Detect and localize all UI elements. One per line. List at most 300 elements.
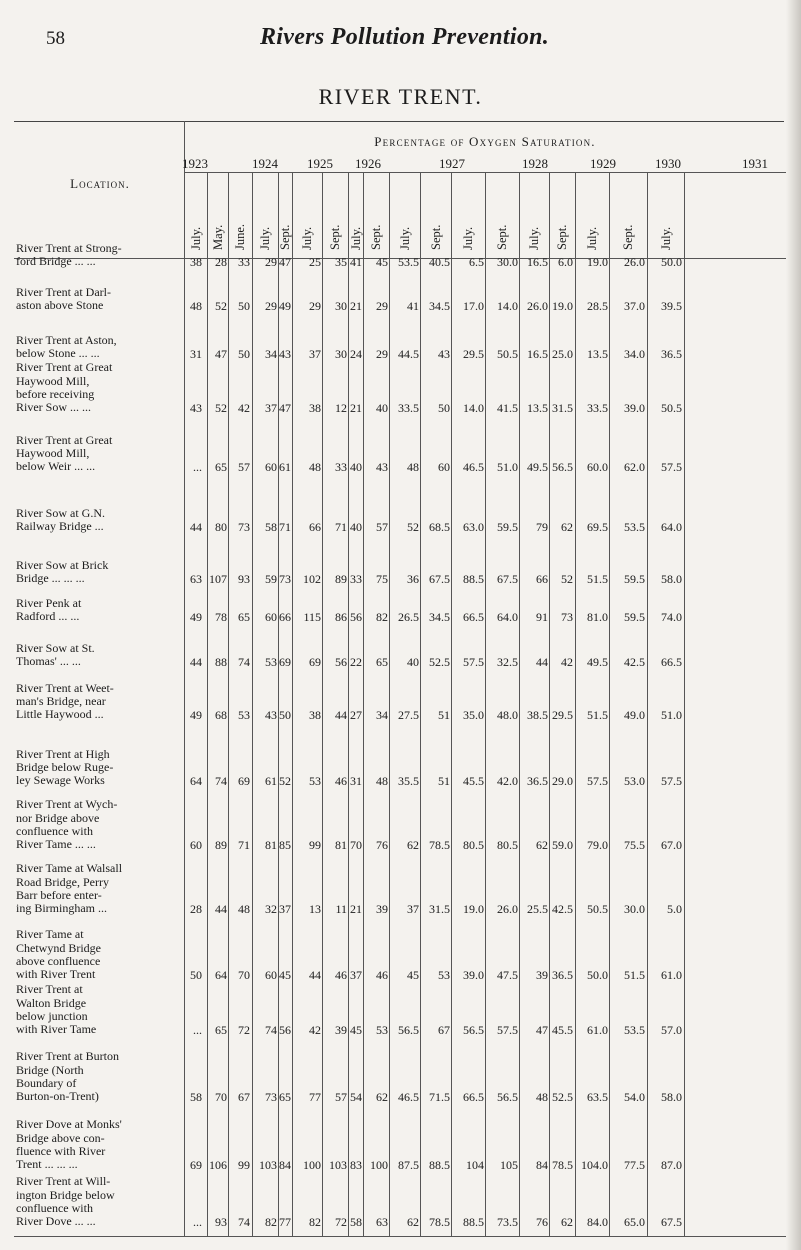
table-cell: 40 <box>407 655 419 669</box>
table-cell: 115 <box>303 610 321 624</box>
table-cell: 93 <box>215 1215 227 1229</box>
table-cell: 33.5 <box>587 401 608 415</box>
table-cell: 73 <box>265 1090 277 1104</box>
table-cell: 67.5 <box>661 1215 682 1229</box>
table-cell: 48 <box>309 460 321 474</box>
table-cell: 91 <box>536 610 548 624</box>
table-cell: 39.5 <box>661 299 682 313</box>
table-cell: 29 <box>265 255 277 269</box>
table-cell: 53.5 <box>624 520 645 534</box>
table-cell: 57 <box>335 1090 347 1104</box>
location-line: River Trent at Will- <box>16 1174 111 1189</box>
table-cell: 30.0 <box>497 255 518 269</box>
table-cell: 45 <box>376 255 388 269</box>
table-cell: 56 <box>350 610 362 624</box>
table-cell: 56 <box>279 1023 291 1037</box>
table-cell: 79 <box>536 520 548 534</box>
table-cell: 57.5 <box>587 774 608 788</box>
table-cell: 87.5 <box>398 1158 419 1172</box>
location-line: nor Bridge above <box>16 810 100 825</box>
table-cell: 82 <box>265 1215 277 1229</box>
table-cell: 53 <box>309 774 321 788</box>
table-cell: 39.0 <box>463 968 484 982</box>
table-cell: 44 <box>215 902 227 916</box>
table-cell: 36.5 <box>661 347 682 361</box>
table-cell: 60 <box>265 460 277 474</box>
table-cell: 65 <box>215 1023 227 1037</box>
table-cell: 88.5 <box>429 1158 450 1172</box>
table-cell: 57.5 <box>661 460 682 474</box>
year-heading: 1925 <box>307 156 333 171</box>
table-cell: 65 <box>215 460 227 474</box>
location-line: River Trent at Wych- <box>16 797 118 812</box>
table-cell: 77 <box>279 1215 291 1229</box>
table-cell: 13 <box>309 902 321 916</box>
location-line: with River Trent <box>16 967 96 981</box>
year-heading: 1926 <box>355 156 381 171</box>
table-cell: 44 <box>190 655 202 669</box>
table-cell: 53 <box>438 968 450 982</box>
table-cell: 34.5 <box>429 299 450 313</box>
month-heading: July. <box>585 226 599 250</box>
table-cell: 81 <box>335 838 347 852</box>
table-cell: 42 <box>238 401 250 415</box>
location-line: River Trent at Great <box>16 432 113 447</box>
table-cell: 53 <box>376 1023 388 1037</box>
month-heading: July. <box>461 226 475 250</box>
year-heading: 1929 <box>590 156 616 171</box>
table-cell: 70 <box>215 1090 227 1104</box>
table-cell: 57.5 <box>661 774 682 788</box>
column-rule <box>389 172 390 1236</box>
column-rule <box>363 172 364 1236</box>
table-cell: 50.5 <box>497 347 518 361</box>
table-cell: 87.0 <box>661 1158 682 1172</box>
location-line: River Trent at Weet- <box>16 680 114 695</box>
table-cell: 56 <box>335 655 347 669</box>
location-line: River Tame at Walsall <box>16 861 123 876</box>
table-cell: 50.0 <box>661 255 682 269</box>
table-cell: 43 <box>190 401 202 415</box>
table-cell: 45.5 <box>552 1023 573 1037</box>
table-cell: 48 <box>407 460 419 474</box>
table-cell: 21 <box>350 299 362 313</box>
location-line: River Sow at G.N. <box>16 505 105 520</box>
column-rule <box>684 172 685 1236</box>
table-cell: 74 <box>265 1023 277 1037</box>
location-line: River Sow ... ... <box>16 400 91 414</box>
table-cell: 34 <box>376 708 388 722</box>
table-cell: 49 <box>279 299 291 313</box>
table-cell: 58 <box>265 520 277 534</box>
table-cell: 73 <box>238 520 250 534</box>
table-cell: 88.5 <box>463 572 484 586</box>
table-cell: 42.5 <box>552 902 573 916</box>
location-line: River Trent at Aston, <box>16 332 117 347</box>
location-line: River Dove ... ... <box>16 1214 96 1228</box>
table-cell: 60 <box>265 610 277 624</box>
table-cell: 99 <box>238 1158 250 1172</box>
table-cell: 64.0 <box>497 610 518 624</box>
table-cell: 60 <box>265 968 277 982</box>
table-cell: 59.5 <box>624 610 645 624</box>
location-line: Haywood Mill, <box>16 445 90 460</box>
table-cell: 74.0 <box>661 610 682 624</box>
location-line: confluence with <box>16 823 93 838</box>
table-cell: 54.0 <box>624 1090 645 1104</box>
table-cell: 5.0 <box>667 902 682 916</box>
table-cell: 66 <box>279 610 291 624</box>
table-cell: 78 <box>215 610 227 624</box>
table-cell: 19.0 <box>587 255 608 269</box>
table-cell: 47 <box>215 347 227 361</box>
table-cell: 68 <box>215 708 227 722</box>
location-line: ington Bridge below <box>16 1187 115 1202</box>
table-cell: 77 <box>309 1090 321 1104</box>
column-rule <box>207 172 208 1236</box>
location-line: Thomas' ... ... <box>16 654 81 668</box>
table-cell: 50.5 <box>661 401 682 415</box>
location-line: ford Bridge ... ... <box>16 254 96 268</box>
table-cell: 71 <box>335 520 347 534</box>
location-line: ing Birmingham ... <box>16 901 107 915</box>
column-rule <box>322 172 323 1236</box>
table-cell: 53.5 <box>624 1023 645 1037</box>
table-cell: 69 <box>238 774 250 788</box>
table-cell: 42.5 <box>624 655 645 669</box>
month-heading: July. <box>658 226 673 250</box>
table-cell: 40.5 <box>429 255 450 269</box>
table-cell: 56.5 <box>497 1090 518 1104</box>
table-cell: 70 <box>238 968 250 982</box>
table-cell: 64.0 <box>661 520 682 534</box>
location-line: aston above Stone <box>16 298 104 312</box>
column-rule <box>278 172 279 1236</box>
table-cell: 34.5 <box>429 610 450 624</box>
table-cell: 30.0 <box>624 902 645 916</box>
month-heading: Sept. <box>495 224 509 250</box>
table-cell: 50 <box>190 968 202 982</box>
table-cell: 57 <box>238 460 250 474</box>
table-cell: 82 <box>376 610 388 624</box>
location-line: River Sow at St. <box>16 640 95 655</box>
table-cell: 66 <box>309 520 321 534</box>
column-rule <box>575 172 576 1236</box>
table-cell: 34.0 <box>624 347 645 361</box>
location-line: fluence with River <box>16 1143 106 1158</box>
table-cell: ... <box>193 1215 202 1229</box>
table-cell: 67.0 <box>661 838 682 852</box>
location-line: River Sow at Brick <box>16 557 109 572</box>
location-line: with River Tame <box>16 1022 97 1036</box>
table-cell: 43 <box>279 347 291 361</box>
table-cell: 68.5 <box>429 520 450 534</box>
location-line: Radford ... ... <box>16 609 80 623</box>
table-cell: 33 <box>350 572 362 586</box>
table-cell: 57.0 <box>661 1023 682 1037</box>
table-cell: 26.5 <box>398 610 419 624</box>
table-cell: 48.0 <box>497 708 518 722</box>
table-cell: 22 <box>350 655 362 669</box>
table-cell: 59.0 <box>552 838 573 852</box>
table-cell: 51.0 <box>497 460 518 474</box>
table-cell: 41 <box>407 299 419 313</box>
table-cell: 26.0 <box>497 902 518 916</box>
table-cell: 31 <box>190 347 202 361</box>
table-cell: 42.0 <box>497 774 518 788</box>
year-heading: 1924 <box>252 156 278 171</box>
table-cell: 70 <box>350 838 362 852</box>
table-cell: 25 <box>309 255 321 269</box>
table-cell: 71 <box>238 838 250 852</box>
table-cell: 46 <box>376 968 388 982</box>
table-cell: 63 <box>376 1215 388 1229</box>
table-cell: 93 <box>238 572 250 586</box>
page-number: 58 <box>46 28 65 49</box>
table-cell: 65 <box>376 655 388 669</box>
table-cell: 27 <box>350 708 362 722</box>
table-cell: 73 <box>279 572 291 586</box>
table-cell: 51 <box>438 708 450 722</box>
table-cell: 43 <box>265 708 277 722</box>
location-line: River Tame at <box>16 927 84 942</box>
table-cell: 45.5 <box>463 774 484 788</box>
table-cell: 57 <box>376 520 388 534</box>
table-cell: 61 <box>279 460 291 474</box>
table-cell: 52 <box>407 520 419 534</box>
column-rule <box>348 172 349 1236</box>
table-cell: 47 <box>279 255 291 269</box>
table-cell: 46.5 <box>398 1090 419 1104</box>
table-cell: 38 <box>190 255 202 269</box>
location-line: River Tame ... ... <box>16 837 96 851</box>
table-cell: 78.5 <box>552 1158 573 1172</box>
table-cell: 38 <box>309 708 321 722</box>
table-cell: 46 <box>335 774 347 788</box>
table-cell: 30 <box>335 299 347 313</box>
table-cell: 33.5 <box>398 401 419 415</box>
table-cell: 25.0 <box>552 347 573 361</box>
location-heading: Location. <box>70 176 130 191</box>
table-cell: 29 <box>376 299 388 313</box>
table-cell: 21 <box>350 401 362 415</box>
table-cell: 50 <box>438 401 450 415</box>
table-cell: 71 <box>279 520 291 534</box>
location-line: below Stone ... ... <box>16 346 100 360</box>
table-cell: 51.5 <box>624 968 645 982</box>
table-cell: 48 <box>238 902 250 916</box>
location-line: River Trent at High <box>16 746 110 761</box>
table-cell: 29.5 <box>552 708 573 722</box>
table-cell: 29.0 <box>552 774 573 788</box>
table-cell: 48 <box>190 299 202 313</box>
table-cell: 17.0 <box>463 299 484 313</box>
table-cell: 84 <box>279 1158 291 1172</box>
month-heading: July. <box>397 226 412 250</box>
table-cell: 67 <box>438 1023 450 1037</box>
column-rule <box>609 172 610 1236</box>
table-cell: 62 <box>561 1215 573 1229</box>
table-cell: 76 <box>376 838 388 852</box>
table-cell: 58.0 <box>661 572 682 586</box>
table-cell: 14.0 <box>497 299 518 313</box>
table-cell: 37 <box>309 347 321 361</box>
table-cell: 39 <box>536 968 548 982</box>
table-cell: 51.5 <box>587 708 608 722</box>
table-cell: 26.0 <box>624 255 645 269</box>
location-line: ley Sewage Works <box>16 773 105 787</box>
table-cell: 54 <box>350 1090 362 1104</box>
table-cell: 59.5 <box>497 520 518 534</box>
table-cell: 63 <box>190 572 202 586</box>
table-cell: 41.5 <box>497 401 518 415</box>
table-cell: 50 <box>238 347 250 361</box>
table-cell: 89 <box>335 572 347 586</box>
location-line: Burton-on-Trent) <box>16 1089 99 1103</box>
table-cell: 44 <box>536 655 548 669</box>
table-cell: 49.5 <box>527 460 548 474</box>
table-cell: 41 <box>350 255 362 269</box>
table-cell: 88.5 <box>463 1215 484 1229</box>
location-line: River Trent at Great <box>16 360 113 375</box>
table-cell: 69 <box>190 1158 202 1172</box>
month-heading: July. <box>348 226 363 250</box>
page-edge-shadow <box>786 0 801 1250</box>
column-rule <box>519 172 520 1236</box>
table-cell: 66.5 <box>463 1090 484 1104</box>
table-cell: 13.5 <box>587 347 608 361</box>
table-cell: 44.5 <box>398 347 419 361</box>
table-cell: 34 <box>265 347 277 361</box>
table-cell: 21 <box>350 902 362 916</box>
year-heading: 1927 <box>439 156 465 171</box>
table-cell: 67.5 <box>497 572 518 586</box>
location-line: Trent ... ... ... <box>16 1157 78 1171</box>
table-cell: 52 <box>215 299 227 313</box>
table-cell: 84 <box>536 1158 548 1172</box>
table-cell: 56.5 <box>398 1023 419 1037</box>
location-line: Haywood Mill, <box>16 373 90 388</box>
table-cell: 53 <box>265 655 277 669</box>
table-cell: 59 <box>265 572 277 586</box>
table-cell: 58.0 <box>661 1090 682 1104</box>
table-cell: 49 <box>190 708 202 722</box>
table-cell: 19.0 <box>552 299 573 313</box>
table-cell: 56.5 <box>552 460 573 474</box>
column-rule <box>647 172 648 1236</box>
table-cell: 103 <box>259 1158 277 1172</box>
table-cell: 107 <box>209 572 227 586</box>
location-line: Little Haywood ... <box>16 707 104 721</box>
table-cell: 62 <box>407 838 419 852</box>
table-cell: 40 <box>350 460 362 474</box>
table-cell: 36.5 <box>552 968 573 982</box>
location-line: below Weir ... ... <box>16 459 96 473</box>
location-line: Bridge (North <box>16 1062 84 1077</box>
column-rule <box>420 172 421 1236</box>
table-cell: 79.0 <box>587 838 608 852</box>
table-cell: 29 <box>265 299 277 313</box>
table-cell: 32.5 <box>497 655 518 669</box>
table-cell: 60.0 <box>587 460 608 474</box>
table-cell: 29.5 <box>463 347 484 361</box>
table-cell: 89 <box>215 838 227 852</box>
table-cell: 74 <box>238 655 250 669</box>
location-line: Railway Bridge ... <box>16 519 104 533</box>
location-line: River Trent at Strong- <box>16 240 122 255</box>
month-heading: July. <box>300 226 314 250</box>
table-cell: 47 <box>279 401 291 415</box>
table-cell: 29 <box>309 299 321 313</box>
table-cell: 45 <box>350 1023 362 1037</box>
table-cell: 42 <box>561 655 573 669</box>
table-cell: 30 <box>335 347 347 361</box>
table-cell: 50 <box>238 299 250 313</box>
table-cell: 35.0 <box>463 708 484 722</box>
table-cell: 42 <box>309 1023 321 1037</box>
table-cell: 81.0 <box>587 610 608 624</box>
table-cell: 62 <box>561 520 573 534</box>
table-cell: 36 <box>407 572 419 586</box>
table-cell: 28 <box>190 902 202 916</box>
table-cell: 69 <box>279 655 291 669</box>
table-cell: 63.0 <box>463 520 484 534</box>
table-cell: 53.0 <box>624 774 645 788</box>
table-cell: 72 <box>238 1023 250 1037</box>
month-heading: May. <box>210 224 225 250</box>
table-cell: 28 <box>215 255 227 269</box>
table-cell: 66 <box>536 572 548 586</box>
table-cell: 24 <box>350 347 362 361</box>
table-cell: 47 <box>536 1023 548 1037</box>
table-cell: 50.0 <box>587 968 608 982</box>
table-cell: 37 <box>265 401 277 415</box>
location-line: man's Bridge, near <box>16 693 106 708</box>
table-cell: 52.5 <box>429 655 450 669</box>
table-cell: 82 <box>309 1215 321 1229</box>
table-cell: 104 <box>466 1158 484 1172</box>
table-cell: 72 <box>335 1215 347 1229</box>
table-cell: 49.5 <box>587 655 608 669</box>
table-cell: 62 <box>536 838 548 852</box>
table-cell: 57.5 <box>497 1023 518 1037</box>
table-cell: 106 <box>209 1158 227 1172</box>
table-cell: 59.5 <box>624 572 645 586</box>
table-cell: 66.5 <box>661 655 682 669</box>
table-cell: 43 <box>376 460 388 474</box>
table-cell: 100 <box>303 1158 321 1172</box>
table-cell: 103 <box>329 1158 347 1172</box>
table-cell: 105 <box>500 1158 518 1172</box>
table-cell: 39.0 <box>624 401 645 415</box>
table-cell: 71.5 <box>429 1090 450 1104</box>
table-cell: 44 <box>190 520 202 534</box>
table-cell: 31.5 <box>552 401 573 415</box>
year-row-rule <box>184 172 786 173</box>
table-cell: 62 <box>407 1215 419 1229</box>
table-cell: 32 <box>265 902 277 916</box>
table-cell: 38 <box>309 401 321 415</box>
table-cell: 69 <box>309 655 321 669</box>
table-cell: 19.0 <box>463 902 484 916</box>
table-cell: 104.0 <box>581 1158 608 1172</box>
table-cell: 51.5 <box>587 572 608 586</box>
table-cell: 16.5 <box>527 347 548 361</box>
table-cell: 26.0 <box>527 299 548 313</box>
table-cell: 58 <box>350 1215 362 1229</box>
table-cell: 40 <box>350 520 362 534</box>
table-cell: 74 <box>215 774 227 788</box>
